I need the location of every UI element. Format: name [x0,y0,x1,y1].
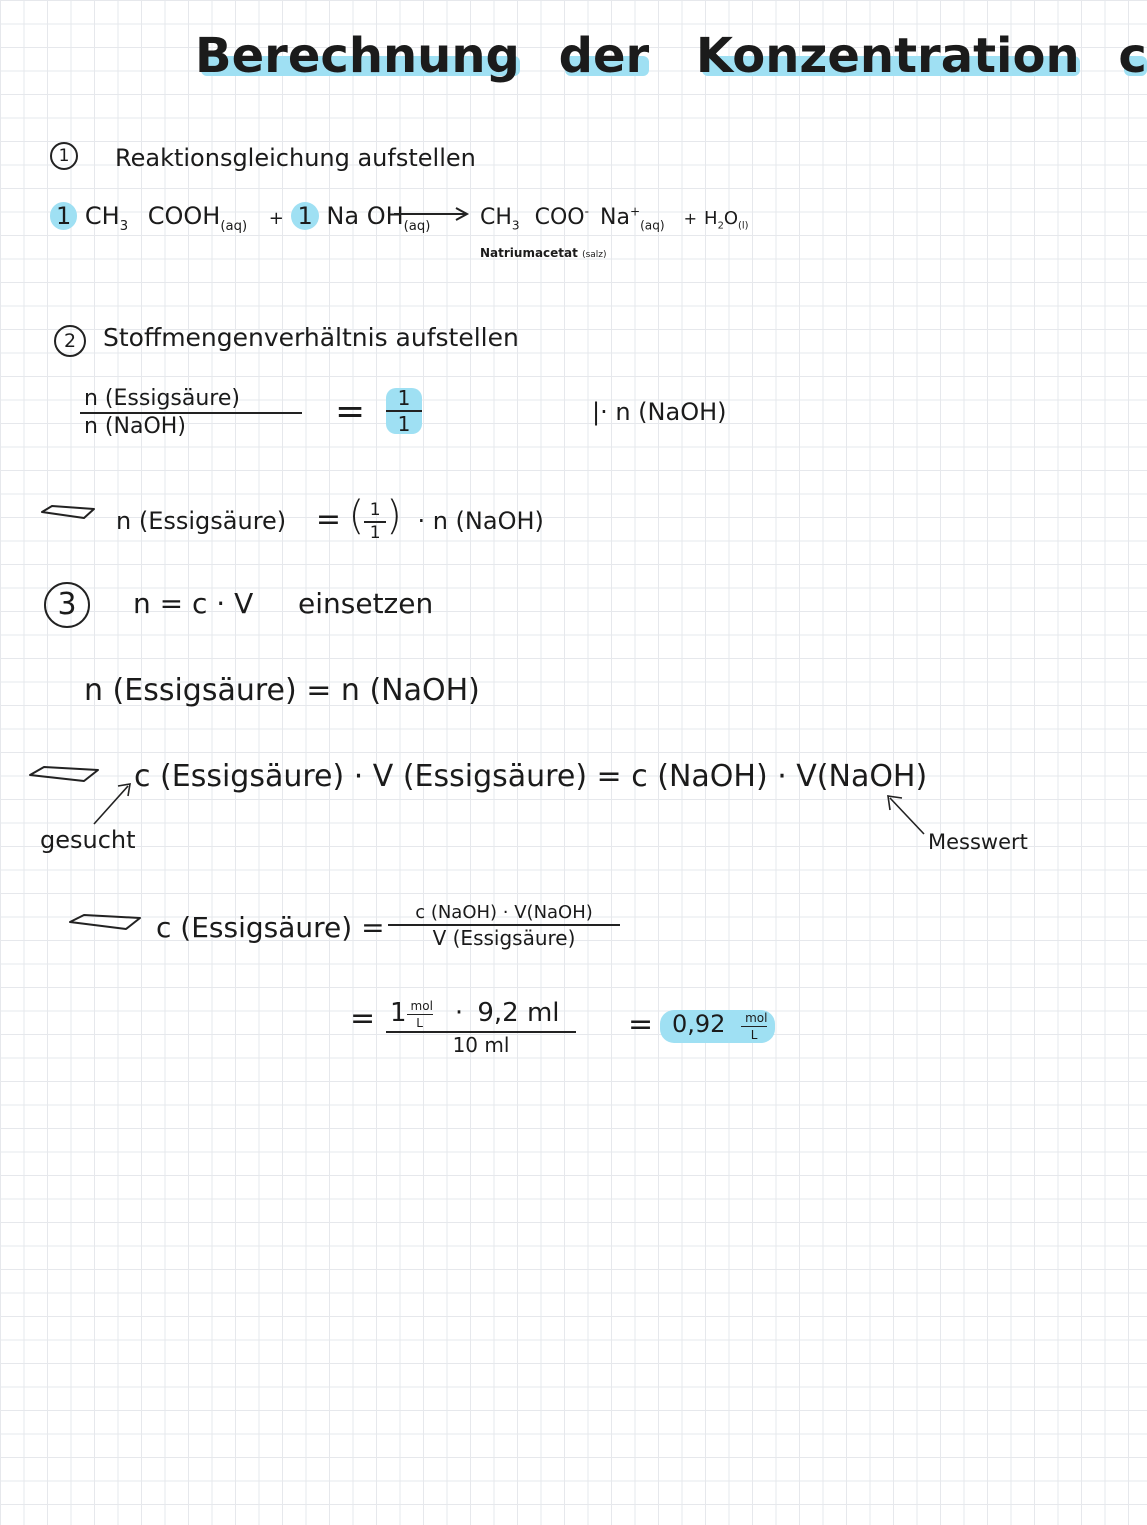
step-2-number: 2 [54,325,86,357]
coefficient-2: 1 [291,202,318,230]
title-word-2: der [558,28,650,84]
annotation-gesucht: gesucht [40,826,136,854]
implies-arrow-icon [40,504,96,520]
ratio-result: n (Essigsäure) = ( $\frac{1}{1}$ ) · n (NaOH) [116,493,544,543]
amount-equality: n (Essigsäure) = n (NaOH) [84,673,480,708]
step-1-number: 1 [50,142,78,170]
reactant-acetic-acid: $CH_3$ $COOH_{(aq)}$ [84,202,248,234]
ratio-fraction: $\frac{\text{n (Essigsäure)}}{\text{n (NaOH)}}$ [80,388,302,438]
step-1-heading: Reaktionsgleichung aufstellen [115,144,476,172]
page-title [195,28,1147,84]
plus-sign: + [268,208,284,229]
annotation-arrow-right-icon [880,790,930,838]
title-word-4: c [1118,28,1147,84]
result-equals: = [628,1007,654,1042]
reactant-sodium-hydroxide: Na $OH_{(aq)}$ [326,202,431,234]
reaction-arrow-icon [392,206,472,222]
annotation-messwert: Messwert [928,830,1028,854]
ratio-value: $\frac{1}{1}$ [386,388,422,434]
step-3-formula-note: einsetzen [298,587,434,620]
annotation-arrow-left-icon [90,778,136,828]
implies-arrow-icon-3 [68,912,142,932]
title-word-3: Konzentration [695,28,1080,84]
solved-fraction: $\frac{\text{c (NaOH) · V(NaOH)}}{\text{V (Essigsäure)}}$ [388,904,620,948]
step-3-number: 3 [44,582,90,628]
plus-sign-2: + [683,209,698,229]
ratio-equals: = [335,391,366,432]
solved-for-concentration: c (Essigsäure) = [156,911,385,944]
step-3-formula: n = c · V [133,587,254,620]
coefficient-1: 1 [50,202,77,230]
step-2-heading: Stoffmengenverhältnis aufstellen [103,323,519,352]
title-word-1: Berechnung [195,28,520,84]
reaction-products [480,206,748,232]
reaction-equation [50,204,430,233]
product-water: $H_2O_{(l)}$ [704,208,749,232]
concentration-equality: c (Essigsäure) · V (Essigsäure) = c (NaOH) · V(NaOH) [134,759,928,794]
ratio-operation: |· n (NaOH) [592,398,727,426]
final-result: 0,92 $\frac{\text{mol}}{L}$ [660,1010,775,1043]
calc-fraction: 1 $\frac{\text{mol}}{L}$ · 9,2 ml 10 ml [386,1000,576,1055]
product-acetate: $CH_3$ COO- $Na^+_{(aq)}$ [480,205,665,233]
calc-equals: = [350,1001,376,1036]
product-label: Natriumacetat (salz) [480,246,607,260]
